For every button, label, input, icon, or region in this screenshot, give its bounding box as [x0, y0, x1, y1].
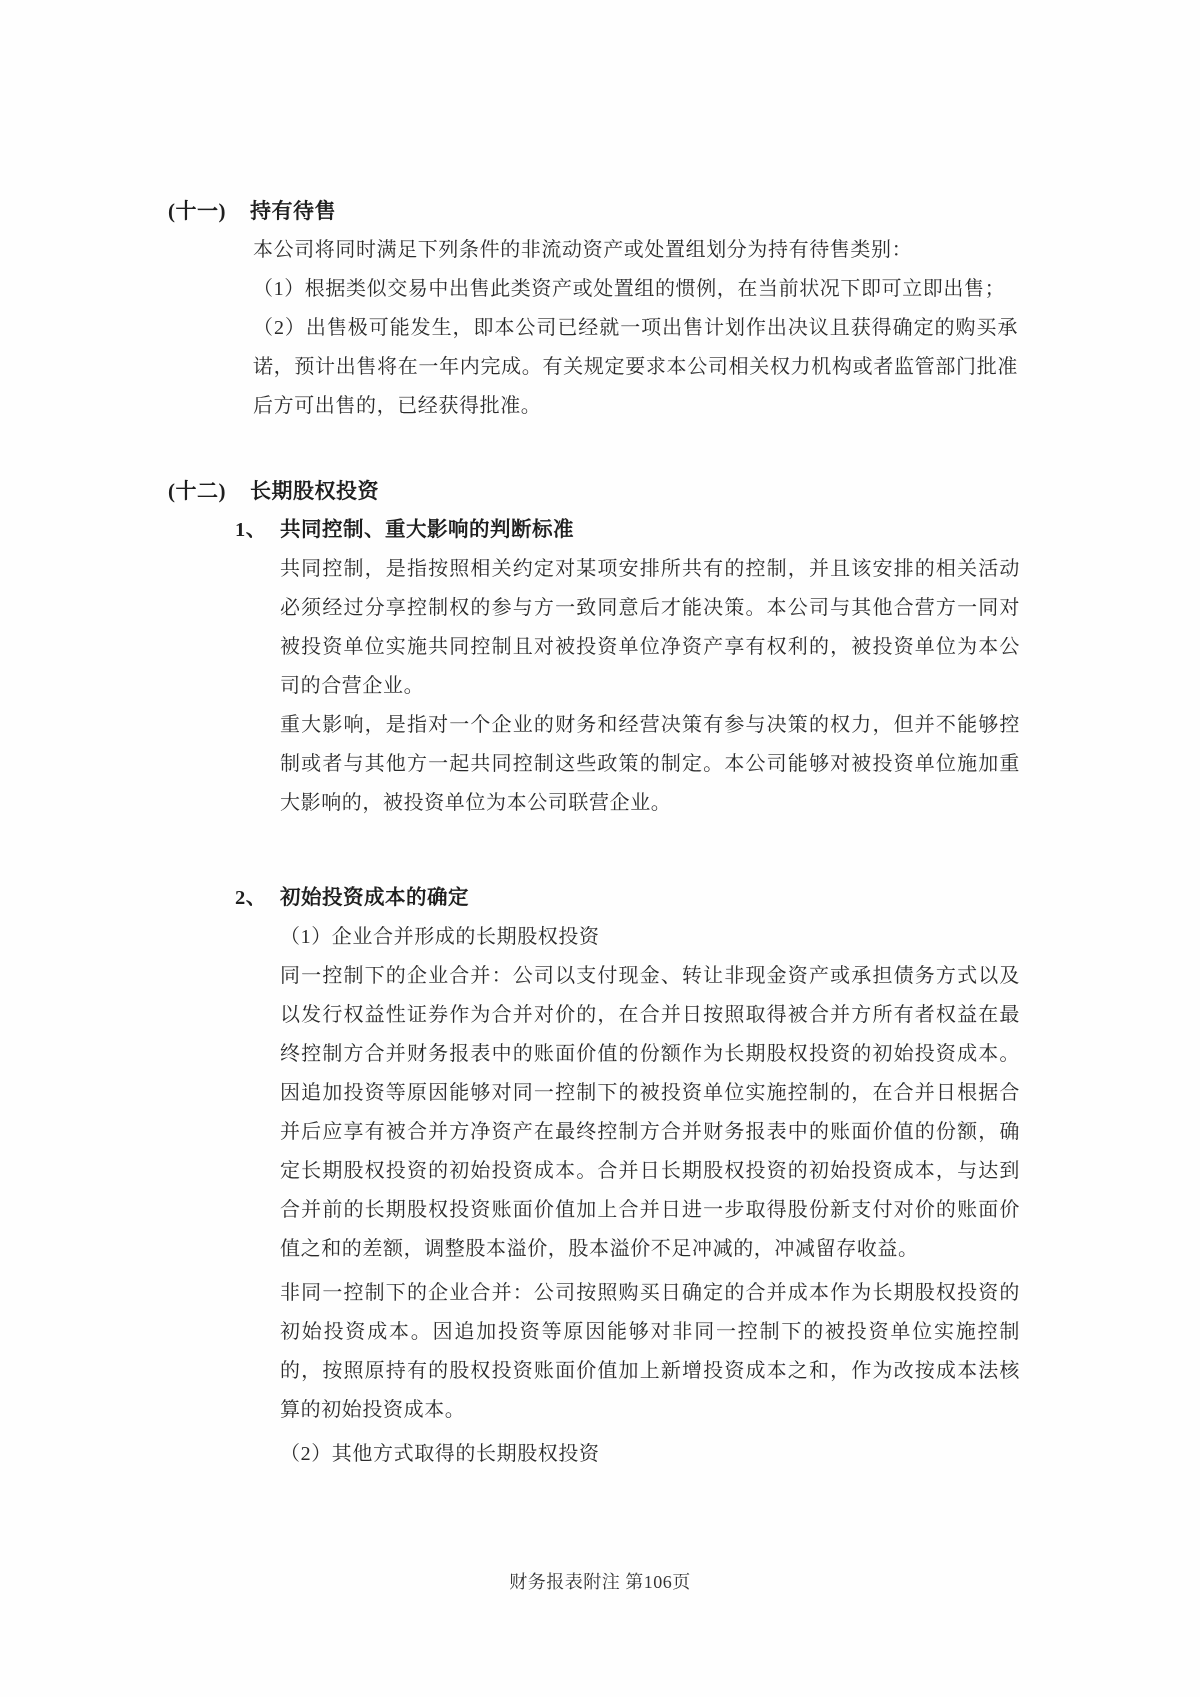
body-paragraph: （2）出售极可能发生，即本公司已经就一项出售计划作出决议且获得确定的购买承诺，预计出售将在一年内完成。有关规定要求本公司相关权力机构或者监管部门批准后方可出售的，已经获得批准。 [253, 317, 1018, 417]
subsection-number: 2、 [235, 887, 267, 909]
section-heading [168, 472, 1020, 511]
section-heading [168, 192, 1020, 231]
section-title: 长期股权投资 [250, 479, 379, 503]
section-12-long-term-equity-investment [168, 472, 1020, 1474]
subsection-heading [235, 511, 1020, 550]
body-paragraph: （1）企业合并形成的长期股权投资 [280, 926, 600, 948]
subsection-title: 初始投资成本的确定 [280, 887, 469, 909]
section-number-label: (十一) [168, 199, 226, 223]
body-paragraph: 非同一控制下的企业合并：公司按照购买日确定的合并成本作为长期股权投资的初始投资成本。因追加投资等原因能够对非同一控制下的被投资单位实施控制的，按照原持有的股权投资账面价值加上新增投资成本之和，作为改按成本法核算的初始投资成本。 [280, 1282, 1020, 1421]
section-body [253, 231, 1018, 426]
subsection-2-initial-investment-cost [235, 879, 1020, 1474]
subsection-body [280, 550, 1020, 823]
subsection-1-joint-control-criteria [235, 511, 1020, 823]
body-paragraph: 本公司将同时满足下列条件的非流动资产或处置组划分为持有待售类别： [253, 239, 913, 261]
subsection-heading [235, 879, 1020, 918]
body-paragraph: 同一控制下的企业合并：公司以支付现金、转让非现金资产或承担债务方式以及以发行权益性证券作为合并对价的，在合并日按照取得被合并方所有者权益在最终控制方合并财务报表中的账面价值的份额作为长期股权投资的初始投资成本。因追加投资等原因能够对同一控制下的被投资单位实施控制的，在合并日根据合并后应享有被合并方净资产在最终控制方合并财务报表中的账面价值的份额，确定长期股权投资的初始投资成本。合并日长期股权投资的初始投资成本，与达到合并前的长期股权投资账面价值加上合并日进一步取得股份新支付对价的账面价值之和的差额，调整股本溢价，股本溢价不足冲减的，冲减留存收益。 [280, 965, 1020, 1260]
section-number-label: (十二) [168, 479, 226, 503]
body-paragraph: （2）其他方式取得的长期股权投资 [280, 1443, 600, 1465]
section-11-held-for-sale [168, 192, 1020, 426]
section-title: 持有待售 [250, 199, 336, 223]
body-paragraph: 重大影响，是指对一个企业的财务和经营决策有参与决策的权力，但并不能够控制或者与其他方一起共同控制这些政策的制定。本公司能够对被投资单位施加重大影响的，被投资单位为本公司联营企业。 [280, 714, 1020, 814]
body-paragraph: （1）根据类似交易中出售此类资产或处置组的惯例，在当前状况下即可立即出售； [253, 278, 1006, 300]
subsection-number: 1、 [235, 519, 267, 541]
subsection-body [280, 918, 1020, 1474]
subsection-title: 共同控制、重大影响的判断标准 [280, 519, 574, 541]
body-paragraph: 共同控制，是指按照相关约定对某项安排所共有的控制，并且该安排的相关活动必须经过分享控制权的参与方一致同意后才能决策。本公司与其他合营方一同对被投资单位实施共同控制且对被投资单位净资产享有权利的，被投资单位为本公司的合营企业。 [280, 558, 1020, 697]
page-content [168, 192, 1020, 1474]
page-footer: 财务报表附注 第106页 [509, 1572, 691, 1592]
